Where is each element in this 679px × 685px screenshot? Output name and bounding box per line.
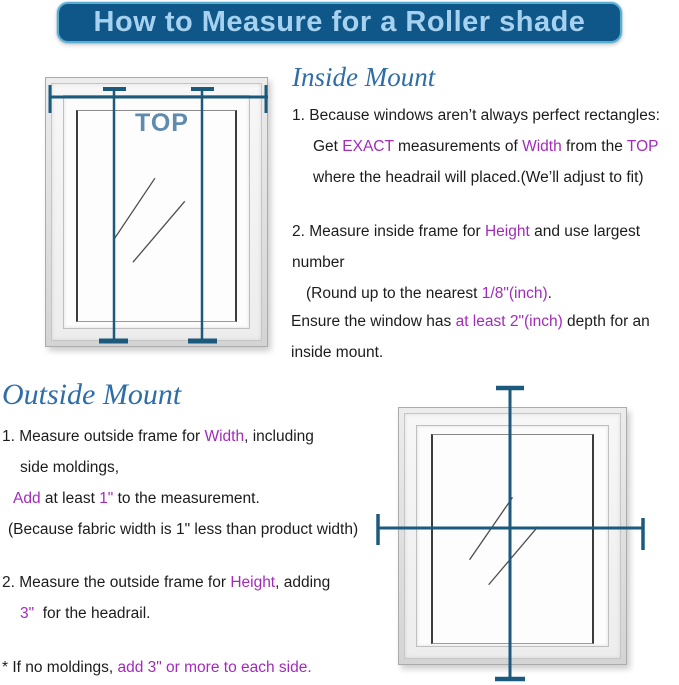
page-title: How to Measure for a Roller shade (57, 2, 622, 43)
instruction-line: Get EXACT measurements of Width from the TOP (313, 138, 659, 155)
inside-mount-heading: Inside Mount (292, 62, 436, 92)
inside-mount-step-1 (292, 100, 660, 193)
instruction-line: inside mount. (291, 344, 384, 361)
window-glass (431, 434, 594, 644)
instruction-line: 2. Measure inside frame for Height and use largest number (292, 223, 645, 271)
outside-mount-step-2 (2, 567, 330, 629)
instruction-line: (Round up to the nearest 1/8"(inch). (306, 285, 552, 302)
outside-mount-footnote (2, 652, 312, 683)
instruction-line: Add at least 1" to the measurement. (13, 490, 260, 507)
window-glass (76, 110, 237, 322)
instruction-line: (Because fabric width is 1" less than product width) (8, 521, 359, 538)
instruction-line: where the headrail will placed.(We’ll adjust to fit) (313, 169, 644, 186)
glass-reflection-lines (433, 435, 592, 643)
instruction-line: * If no moldings, add 3" or more to each side. (2, 659, 312, 676)
glass-reflection-lines (78, 111, 235, 321)
outside-mount-step-1 (2, 421, 358, 545)
outside-mount-window-illustration (398, 407, 627, 665)
top-edge-label: TOP (135, 109, 189, 137)
instruction-line: 1. Because windows aren’t always perfect rectangles: (292, 107, 660, 124)
inside-mount-step-2 (292, 216, 679, 309)
instruction-line: 1. Measure outside frame for Width, including (2, 428, 314, 445)
instruction-line: side moldings, (20, 459, 120, 476)
outside-mount-heading: Outside Mount (2, 378, 182, 411)
instruction-line: 2. Measure the outside frame for Height, adding (2, 574, 331, 591)
instruction-line: Ensure the window has at least 2"(inch) depth for an (291, 313, 650, 330)
instruction-line: 3" for the headrail. (20, 605, 151, 622)
inside-mount-depth-note (291, 306, 650, 368)
